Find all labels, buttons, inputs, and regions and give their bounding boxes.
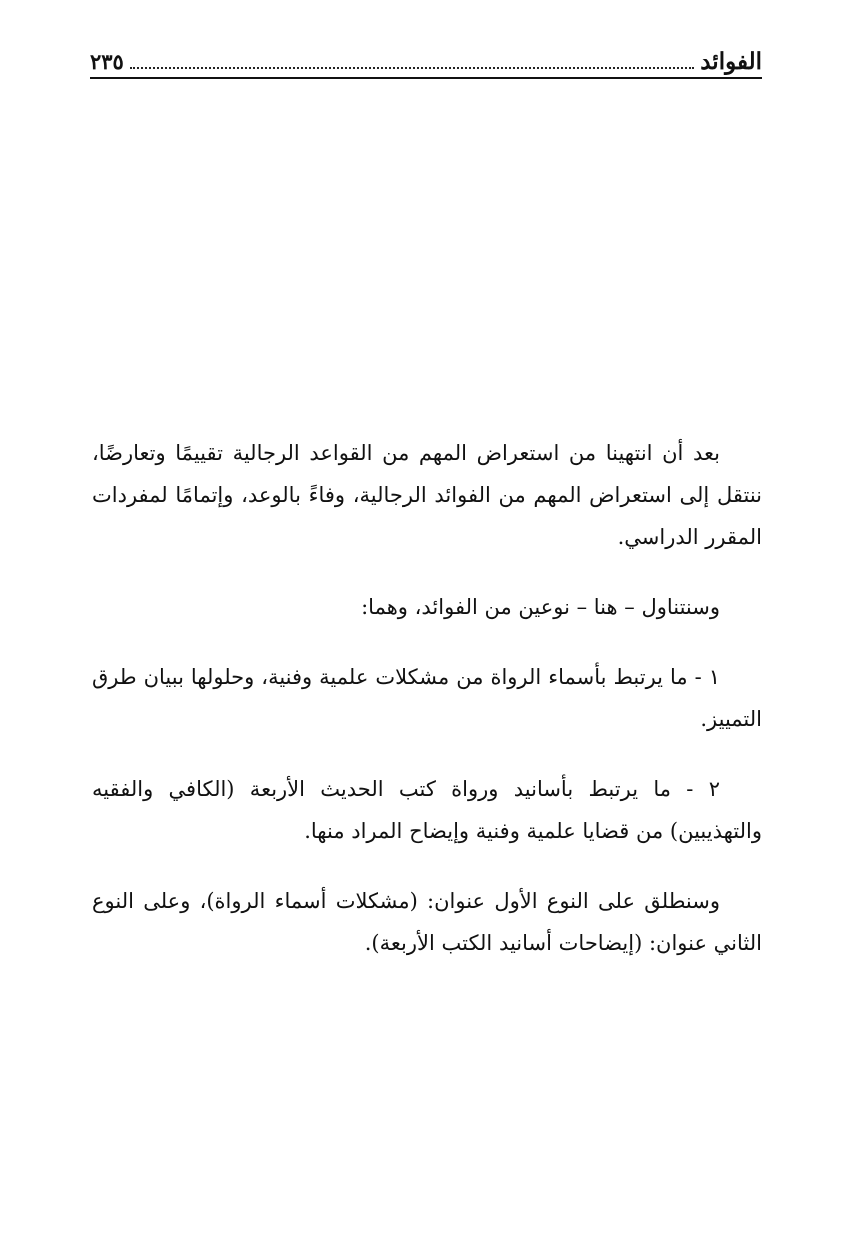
header-title: الفوائد <box>700 48 762 75</box>
naming-paragraph: وسنطلق على النوع الأول عنوان: (مشكلات أسماء الرواة)، وعلى النوع الثاني عنوان: (إيضاحات أسانيد الكتب الأربعة). <box>92 889 762 955</box>
page-number: ٢٣٥ <box>90 49 124 74</box>
running-header <box>90 42 762 76</box>
header-leader-dots <box>130 66 694 69</box>
types-intro-paragraph: وسنتناول – هنا – نوعين من الفوائد، وهما: <box>361 595 720 619</box>
header-rule <box>90 77 762 79</box>
list-item-1: ١ - ما يرتبط بأسماء الرواة من مشكلات علمية وفنية، وحلولها ببيان طرق التمييز. <box>92 665 762 731</box>
list-item-2: ٢ - ما يرتبط بأسانيد ورواة كتب الحديث الأربعة (الكافي والفقيه والتهذيبين) من قضايا علمية وفنية وإيضاح المراد منها. <box>92 777 762 843</box>
body-text <box>92 432 762 992</box>
intro-paragraph: بعد أن انتهينا من استعراض المهم من القواعد الرجالية تقييمًا وتعارضًا، ننتقل إلى استعراض المهم من الفوائد الرجالية، وفاءً بالوعد، وإتمامًا لمفردات المقرر الدراسي. <box>92 441 762 549</box>
